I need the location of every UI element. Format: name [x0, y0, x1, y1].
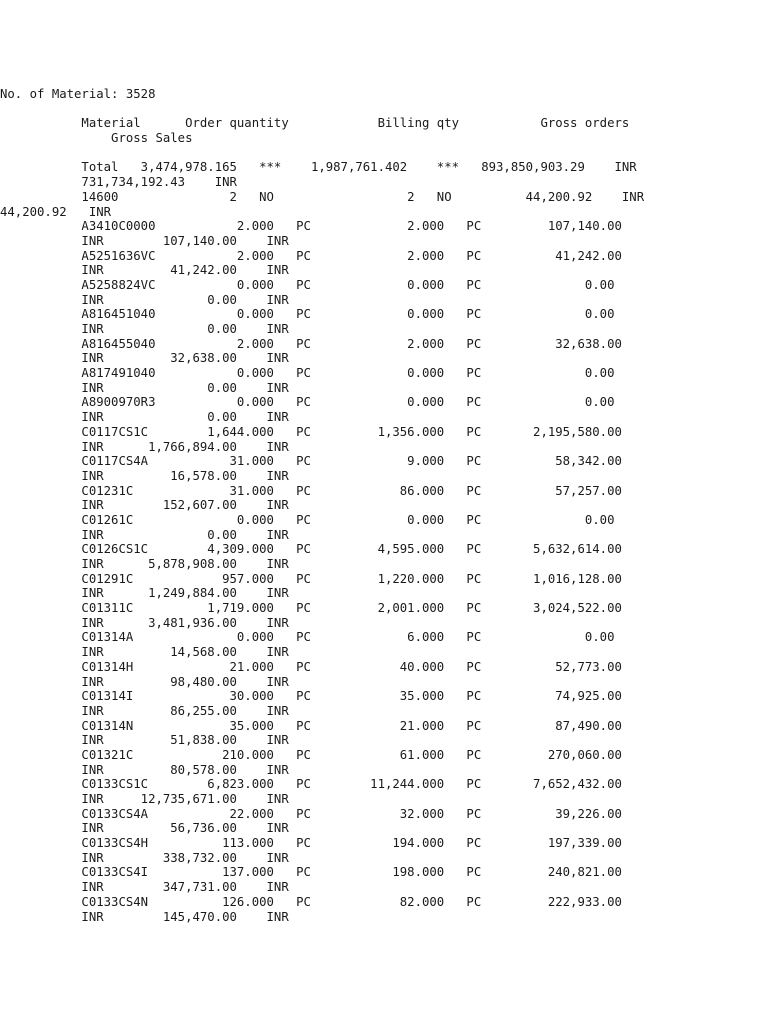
- material-row: A5258824VC 0.000 PC 0.000 PC 0.00: [0, 277, 615, 292]
- material-row: C0126CS1C 4,309.000 PC 4,595.000 PC 5,632,614.00: [0, 542, 622, 557]
- material-row: A816455040 2.000 PC 2.000 PC 32,638.00: [0, 336, 622, 351]
- column-headers-continued: Gross Sales: [0, 131, 193, 146]
- material-row: C01314N 35.000 PC 21.000 PC 87,490.00: [0, 718, 622, 733]
- material-row-continued: INR 16,578.00 INR: [0, 468, 289, 483]
- material-row: C01314A 0.000 PC 6.000 PC 0.00: [0, 630, 615, 645]
- material-row: A5251636VC 2.000 PC 2.000 PC 41,242.00: [0, 248, 622, 263]
- material-row: C01291C 957.000 PC 1,220.000 PC 1,016,128.00: [0, 571, 622, 586]
- material-row-continued: INR 0.00 INR: [0, 527, 289, 542]
- material-row-continued: INR 5,878,908.00 INR: [0, 557, 289, 571]
- material-row-continued: INR 86,255.00 INR: [0, 703, 289, 718]
- material-row: C0117CS4A 31.000 PC 9.000 PC 58,342.00: [0, 454, 622, 469]
- material-row: C0133CS4I 137.000 PC 198.000 PC 240,821.00: [0, 865, 622, 880]
- material-row: C01261C 0.000 PC 0.000 PC 0.00: [0, 512, 615, 527]
- material-row-continued: INR 1,766,894.00 INR: [0, 439, 289, 454]
- spacer: [0, 102, 768, 117]
- material-row-continued: INR 51,838.00 INR: [0, 733, 289, 748]
- material-row-continued: INR 145,470.00 INR: [0, 909, 289, 924]
- material-row: A3410C0000 2.000 PC 2.000 PC 107,140.00: [0, 219, 622, 234]
- material-row: C0133CS4H 113.000 PC 194.000 PC 197,339.00: [0, 836, 622, 851]
- material-row-continued: INR 0.00 INR: [0, 292, 289, 307]
- material-row: C01321C 210.000 PC 61.000 PC 270,060.00: [0, 747, 622, 762]
- material-row-continued: INR 1,249,884.00 INR: [0, 586, 289, 601]
- total-row: Total 3,474,978.165 *** 1,987,761.402 *** 893,850,903.29 INR: [0, 160, 637, 175]
- material-row-continued: INR 0.00 INR: [0, 410, 289, 425]
- material-row: C01314I 30.000 PC 35.000 PC 74,925.00: [0, 689, 622, 704]
- material-rows: [0, 190, 768, 924]
- material-row: C0117CS1C 1,644.000 PC 1,356.000 PC 2,195,580.00: [0, 424, 622, 439]
- material-row-continued: INR 56,736.00 INR: [0, 821, 289, 836]
- material-report: [0, 87, 768, 924]
- material-row: C01231C 31.000 PC 86.000 PC 57,257.00: [0, 483, 622, 498]
- material-row-continued: INR 0.00 INR: [0, 380, 289, 395]
- material-row-continued: INR 152,607.00 INR: [0, 498, 289, 513]
- material-row: A816451040 0.000 PC 0.000 PC 0.00: [0, 307, 615, 322]
- material-row: A817491040 0.000 PC 0.000 PC 0.00: [0, 366, 615, 381]
- material-row: C0133CS1C 6,823.000 PC 11,244.000 PC 7,652,432.00: [0, 777, 622, 792]
- material-row-continued: INR 107,140.00 INR: [0, 233, 289, 248]
- material-row-continued: INR 338,732.00 INR: [0, 850, 289, 865]
- material-row-continued: INR 98,480.00 INR: [0, 674, 289, 689]
- material-row-continued: INR 14,568.00 INR: [0, 645, 289, 660]
- material-count: No. of Material: 3528: [0, 87, 156, 101]
- material-row-continued: INR 32,638.00 INR: [0, 351, 289, 366]
- material-row: C0133CS4N 126.000 PC 82.000 PC 222,933.00: [0, 894, 622, 909]
- material-row: 14600 2 NO 2 NO 44,200.92 INR: [0, 189, 645, 204]
- material-row-continued: INR 0.00 INR: [0, 322, 289, 336]
- material-row: C01311C 1,719.000 PC 2,001.000 PC 3,024,522.00: [0, 601, 622, 616]
- column-headers: Material Order quantity Billing qty Gross orders: [0, 116, 630, 131]
- spacer: [0, 146, 768, 161]
- material-row-continued: 44,200.92 INR: [0, 204, 112, 219]
- material-row: C01314H 21.000 PC 40.000 PC 52,773.00: [0, 659, 622, 674]
- material-row-continued: INR 41,242.00 INR: [0, 263, 289, 278]
- material-row-continued: INR 3,481,936.00 INR: [0, 615, 289, 630]
- material-row-continued: INR 347,731.00 INR: [0, 880, 289, 895]
- material-row-continued: INR 12,735,671.00 INR: [0, 792, 289, 806]
- material-row: A8900970R3 0.000 PC 0.000 PC 0.00: [0, 395, 615, 410]
- total-row-continued: 731,734,192.43 INR: [0, 175, 237, 190]
- material-row: C0133CS4A 22.000 PC 32.000 PC 39,226.00: [0, 806, 622, 821]
- material-row-continued: INR 80,578.00 INR: [0, 762, 289, 777]
